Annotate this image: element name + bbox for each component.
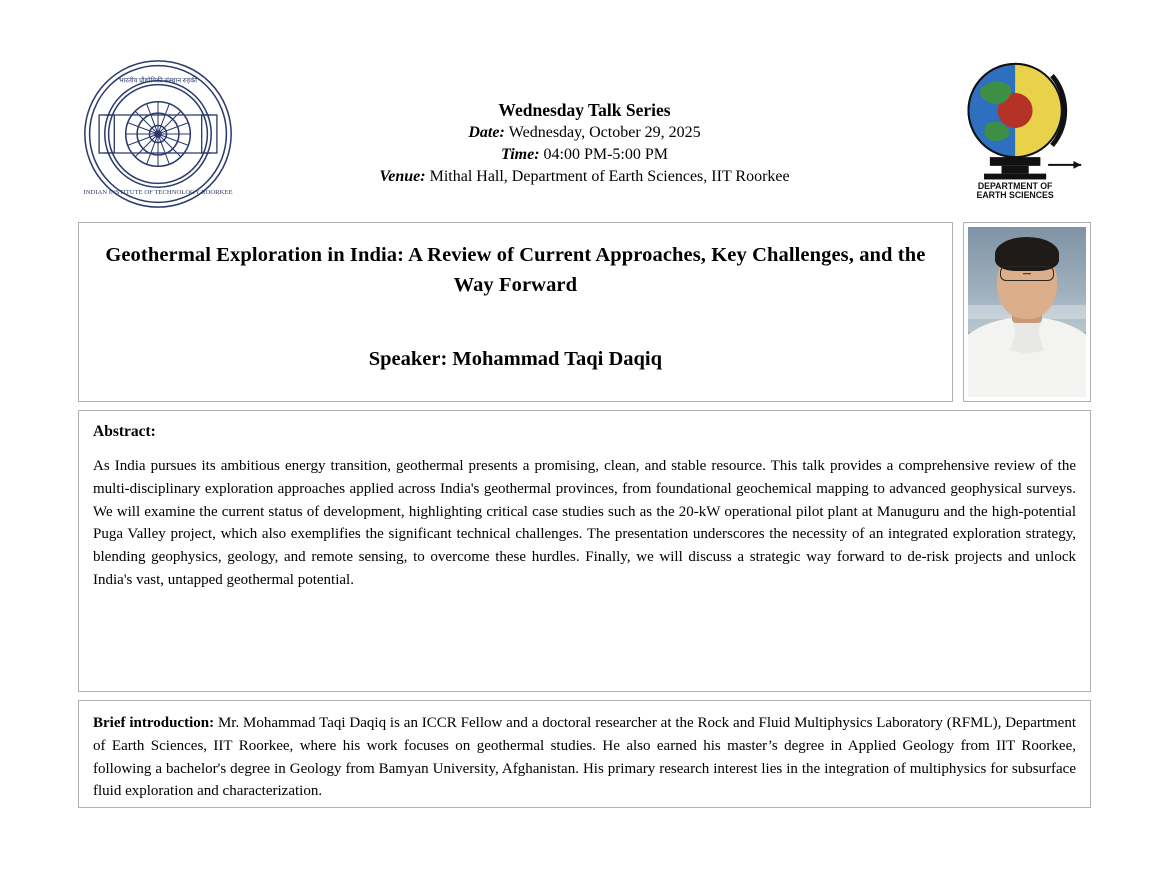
time-value: 04:00 PM-5:00 PM [543, 146, 668, 164]
venue-line [278, 166, 891, 188]
venue-value: Mithal Hall, Department of Earth Sciences, IIT Roorkee [429, 168, 790, 186]
date-line [278, 122, 891, 144]
iit-roorkee-logo-icon [82, 58, 234, 210]
series-title: Wednesday Talk Series [498, 100, 671, 120]
bio-text: Mr. Mohammad Taqi Daqiq is an ICCR Fellow and a doctoral researcher at the Rock and Fluid Multiphysics Laboratory (RFML), Department of Earth Sciences, IIT Roorkee, where his work focuses on geothermal studies. He also earned his master’s degree in Applied Geology from IIT Roorkee, following a bachelor's degree in Geology from Bamyan University, Afghanistan. His primary research interest lies in the integration of multiphysics for subsurface fluid exploration and characterization. [93, 715, 1077, 800]
title-box [78, 222, 953, 402]
abstract-box [78, 410, 1091, 692]
bio-label: Brief introduction: [93, 715, 218, 731]
time-line [278, 144, 891, 166]
header-text-block [278, 98, 891, 188]
logo-line1: DEPARTMENT OF [977, 181, 1053, 192]
venue-label: Venue: [379, 168, 430, 186]
speaker-photo-frame [963, 222, 1091, 402]
poster-header [78, 48, 1091, 208]
date-label: Date: [468, 124, 509, 142]
logo-line2: EARTH SCIENCES [976, 189, 1054, 198]
earth-sciences-logo-icon [951, 56, 1087, 196]
speaker-name: Speaker: Mohammad Taqi Daqiq [368, 348, 663, 371]
title-photo-row [78, 222, 1091, 402]
abstract-label: Abstract: [93, 423, 156, 440]
abstract-text: As India pursues its ambitious energy transition, geothermal presents a promising, clean, and stable resource. This talk provides a comprehensive review of the multi-disciplinary exploration approaches applied across India's geothermal provinces, from foundational geochemical mapping to advanced geophysical surveys. We will examine the current status of development, highlighting critical case studies such as the 20-kW operational pilot plant at Manuguru and the high-potential Puga Valley project, which also exemplifies the significant technical challenges. The presentation underscores the necessity of an integrated exploration strategy, blending geophysics, geology, and remote sensing, to overcome these hurdles. Finally, we will discuss a strategic way forward to de-risk projects and unlock India's vast, untapped geothermal potential. [93, 458, 1076, 588]
talk-title: Geothermal Exploration in India: A Review of Current Approaches, Key Challenges, and the Way Forward [105, 244, 926, 296]
svg-text:भारतीय प्रौद्योगिकी संस्थान रु: भारतीय प्रौद्योगिकी संस्थान रुड़की [118, 77, 198, 85]
photo-glasses [1000, 266, 1054, 281]
bio-box [78, 700, 1091, 808]
poster-page [0, 48, 1169, 874]
bio-paragraph [93, 712, 1076, 803]
speaker-photo [968, 227, 1086, 397]
date-value: Wednesday, October 29, 2025 [508, 124, 701, 142]
time-label: Time: [501, 146, 544, 164]
svg-text:INDIAN INSTITUTE OF TECHNOLOGY: INDIAN INSTITUTE OF TECHNOLOGY ROORKEE [83, 188, 233, 196]
